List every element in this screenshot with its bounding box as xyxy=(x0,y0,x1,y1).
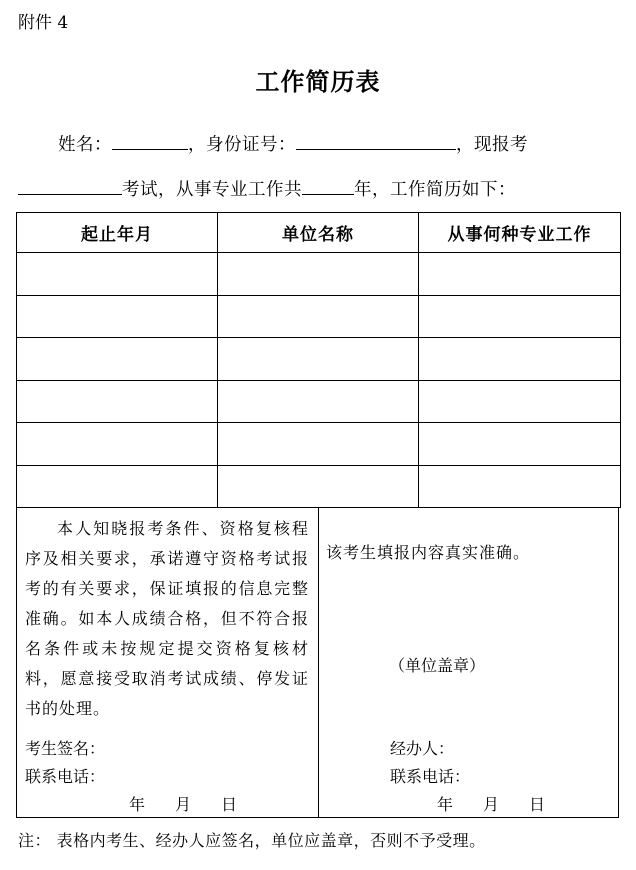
table-body xyxy=(17,253,621,508)
employer-cell[interactable] xyxy=(218,295,419,338)
period-cell[interactable] xyxy=(17,465,218,508)
date-day: 日 xyxy=(221,795,238,814)
unit-seal-label: （单位盖章） xyxy=(389,656,486,675)
table-row xyxy=(17,338,621,381)
exam-name-blank[interactable] xyxy=(18,176,122,195)
table-row xyxy=(17,380,621,423)
table-row xyxy=(17,465,621,508)
apply-label: ，现报考 xyxy=(456,135,528,155)
intro-line-1 xyxy=(58,131,528,156)
employer-cell[interactable] xyxy=(218,423,419,466)
name-label: 姓名： xyxy=(58,135,112,155)
column-header-employer: 单位名称 xyxy=(218,213,419,253)
id-label: ，身份证号： xyxy=(188,135,296,155)
candidate-pledge: 本人知晓报考条件、资格复核程序及相关要求，承诺遵守资格考试报考的有关要求，保证填报的信息完整准确。如本人成绩合格，但不符合报名条件或未按规定提交资格复核材料，愿意接受取消考试成绩、停发证书的处理。 xyxy=(25,519,309,718)
handler-signature-field[interactable]: 经办人： xyxy=(390,739,455,758)
period-cell[interactable] xyxy=(17,380,218,423)
work-type-cell[interactable] xyxy=(419,380,621,423)
date-month: 月 xyxy=(175,795,192,814)
name-blank[interactable] xyxy=(112,131,188,150)
period-cell[interactable] xyxy=(17,295,218,338)
candidate-date xyxy=(129,792,237,815)
table-row xyxy=(17,423,621,466)
date-month: 月 xyxy=(483,795,500,814)
period-cell[interactable] xyxy=(17,423,218,466)
work-type-cell[interactable] xyxy=(419,465,621,508)
work-type-cell[interactable] xyxy=(419,338,621,381)
intro-line-2 xyxy=(18,176,516,201)
years-label: 年，工作简历如下： xyxy=(354,180,516,200)
handler-phone-field[interactable]: 联系电话： xyxy=(390,767,471,786)
unit-verification: 该考生填报内容真实准确。 xyxy=(326,543,531,562)
date-year: 年 xyxy=(437,795,454,814)
page-title: 工作简历表 xyxy=(255,67,381,96)
footer-note: 注： 表格内考生、经办人应签名，单位应盖章，否则不予受理。 xyxy=(18,831,486,850)
employer-cell[interactable] xyxy=(218,380,419,423)
unit-date xyxy=(437,792,545,815)
work-type-cell[interactable] xyxy=(419,295,621,338)
work-type-cell[interactable] xyxy=(419,253,621,296)
candidate-phone-field[interactable]: 联系电话： xyxy=(25,767,106,786)
resume-table xyxy=(16,212,621,508)
attachment-label: 附件 4 xyxy=(18,13,69,33)
date-year: 年 xyxy=(129,795,146,814)
id-number-blank[interactable] xyxy=(296,131,456,150)
table-header-row xyxy=(17,213,621,253)
period-cell[interactable] xyxy=(17,338,218,381)
work-type-cell[interactable] xyxy=(419,423,621,466)
column-header-work-type: 从事何种专业工作 xyxy=(419,213,621,253)
column-header-period: 起止年月 xyxy=(17,213,218,253)
table-row xyxy=(17,253,621,296)
employer-cell[interactable] xyxy=(218,465,419,508)
section-divider xyxy=(318,508,319,817)
candidate-signature-field[interactable]: 考生签名： xyxy=(25,739,106,758)
employer-cell[interactable] xyxy=(218,253,419,296)
period-cell[interactable] xyxy=(17,253,218,296)
date-day: 日 xyxy=(529,795,546,814)
declaration-section xyxy=(16,508,619,818)
years-blank[interactable] xyxy=(302,176,354,195)
employer-cell[interactable] xyxy=(218,338,419,381)
exam-label: 考试，从事专业工作共 xyxy=(122,180,302,200)
table-row xyxy=(17,295,621,338)
